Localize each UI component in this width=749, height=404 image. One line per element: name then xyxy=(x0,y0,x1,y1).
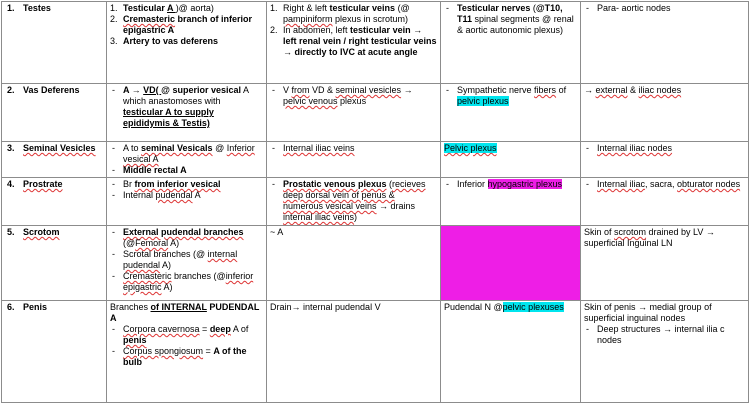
organ-cell xyxy=(2,301,107,403)
text-run: plexus in scrotum) xyxy=(332,14,409,24)
table-row xyxy=(2,301,749,403)
text-run: from inferior vesical xyxy=(134,179,221,189)
text-run: Internal iliac veins xyxy=(283,143,355,153)
nerve-cell xyxy=(441,178,581,226)
text-run: @ xyxy=(212,143,227,153)
artery-list xyxy=(110,227,263,293)
vein-list xyxy=(270,3,437,58)
artery-list xyxy=(110,3,263,47)
list-item xyxy=(110,190,263,201)
list-item xyxy=(110,14,263,36)
text-run: Cremasteric xyxy=(123,14,176,24)
list-item xyxy=(444,3,577,36)
list-item xyxy=(110,227,263,249)
list-item xyxy=(584,85,745,96)
text-run: Pudendal N @ xyxy=(444,302,503,312)
vein-list xyxy=(270,85,437,107)
list-item xyxy=(270,227,437,238)
text-run: pudendal xyxy=(155,190,193,200)
text-run: (@ xyxy=(395,3,410,13)
lymph-list xyxy=(584,85,745,96)
row-number: 1. xyxy=(7,3,15,13)
text-run: @T10, T11 xyxy=(457,3,563,24)
table-row xyxy=(2,84,749,142)
list-marker: - xyxy=(446,3,449,13)
text-run: Internal iliac xyxy=(597,179,646,189)
list-item xyxy=(270,302,437,313)
organ-name: Prostrate xyxy=(23,179,63,189)
text-run: ( xyxy=(386,179,393,189)
list-marker: 3. xyxy=(110,36,118,46)
text-run: → xyxy=(584,85,596,95)
lymph-list xyxy=(584,179,745,190)
text-run: pelvic plexuses xyxy=(502,302,564,312)
text-run: Testicular nerves xyxy=(457,3,531,13)
text-run: Inferior xyxy=(457,179,488,189)
text-run: of xyxy=(556,85,567,95)
row-number: 6. xyxy=(7,302,15,312)
text-run: Testicular xyxy=(123,3,168,13)
list-marker: - xyxy=(272,179,275,189)
lymph-list xyxy=(584,302,745,346)
vein-cell xyxy=(267,301,441,403)
anatomy-table-body xyxy=(2,2,749,403)
list-marker: - xyxy=(586,143,589,153)
lymph-cell xyxy=(581,301,749,403)
text-run: @ superior vesical xyxy=(161,85,241,95)
text-run: penis xyxy=(123,335,147,345)
text-run: VD( xyxy=(143,85,162,95)
list-marker: - xyxy=(586,324,589,334)
row-number: 3. xyxy=(7,143,15,153)
lymph-list xyxy=(584,3,745,14)
text-run: scrotom xyxy=(614,227,647,237)
text-run: Inferior vesical A xyxy=(123,143,255,164)
text-run: Br xyxy=(123,179,135,189)
nerve-cell xyxy=(441,142,581,178)
list-item xyxy=(270,85,437,107)
list-item xyxy=(110,36,263,47)
lymph-list xyxy=(584,143,745,154)
list-marker: - xyxy=(446,179,449,189)
list-item xyxy=(444,179,577,190)
text-run: External pudendal branches xyxy=(123,227,244,237)
lymph-cell xyxy=(581,178,749,226)
text-run: drained by LV → superficial Inguinal LN xyxy=(584,227,715,248)
list-item xyxy=(270,179,437,223)
vein-cell xyxy=(267,2,441,84)
text-run: iliac nodes xyxy=(638,85,682,95)
text-run: → xyxy=(401,85,413,95)
text-run: A xyxy=(167,3,176,13)
list-item xyxy=(110,165,263,176)
text-run: In abdomen, left xyxy=(283,25,351,35)
text-run: pampiniform xyxy=(283,14,333,24)
text-run: seminal Vesicals xyxy=(141,143,213,153)
text-run: Scrotal branches (@ xyxy=(123,249,208,259)
text-run: Middle rectal A xyxy=(123,165,187,175)
list-item xyxy=(110,271,263,293)
list-marker: - xyxy=(272,85,275,95)
vein-list xyxy=(270,302,437,313)
list-item xyxy=(584,227,745,249)
list-item xyxy=(110,85,263,129)
nerve-list xyxy=(444,85,577,107)
list-marker: - xyxy=(112,190,115,200)
text-run: A → xyxy=(123,85,144,95)
nerve-list xyxy=(444,179,577,190)
text-run: obturator nodes xyxy=(677,179,741,189)
text-run: Right & left xyxy=(283,3,330,13)
list-item xyxy=(270,143,437,154)
list-item xyxy=(584,324,745,346)
vein-cell xyxy=(267,142,441,178)
text-run: PUDENDAL A xyxy=(110,302,260,323)
list-marker: 2. xyxy=(110,14,118,24)
organ-name: Testes xyxy=(23,3,51,13)
list-item xyxy=(110,324,263,346)
text-run: Para- aortic nodes xyxy=(597,3,671,13)
organ-name: Vas Deferens xyxy=(23,85,80,95)
text-run: Drain→ internal pudendal V xyxy=(270,302,381,312)
text-run: plexus xyxy=(337,96,367,106)
text-run: spinal segments @ renal & aortic autonomic plexus) xyxy=(457,14,574,35)
list-marker: - xyxy=(586,3,589,13)
text-run: fibers xyxy=(534,85,557,95)
artery-list xyxy=(110,143,263,176)
text-run: ~ A xyxy=(270,227,284,237)
list-marker: - xyxy=(446,85,449,95)
list-item xyxy=(110,249,263,271)
text-run: A xyxy=(192,190,201,200)
vein-list xyxy=(270,143,437,154)
text-run: )@ aorta) xyxy=(175,3,214,13)
list-item xyxy=(110,302,263,324)
organ-cell xyxy=(2,2,107,84)
text-run: = xyxy=(203,346,214,356)
text-run: A) xyxy=(161,282,173,292)
text-run: A) xyxy=(160,260,172,270)
text-run: external xyxy=(595,85,628,95)
row-number: 5. xyxy=(7,227,15,237)
list-marker: 2. xyxy=(270,25,278,35)
organ-cell xyxy=(2,142,107,178)
nerve-cell xyxy=(441,226,581,301)
text-run: hypogastric plexus xyxy=(487,179,563,189)
artery-cell xyxy=(107,142,267,178)
text-run: from xyxy=(291,85,310,95)
lymph-cell xyxy=(581,84,749,142)
artery-list xyxy=(110,179,263,201)
text-run: pelvic venous xyxy=(283,96,338,106)
lymph-list xyxy=(584,227,745,249)
text-run: Branches xyxy=(110,302,151,312)
list-marker: - xyxy=(112,165,115,175)
organ-cell xyxy=(2,84,107,142)
text-run: Internal iliac nodes xyxy=(597,143,673,153)
list-marker: 1. xyxy=(110,3,118,13)
text-run: A of the bulb xyxy=(123,346,247,367)
text-run: branches (@ xyxy=(171,271,226,281)
text-run: → drains xyxy=(376,201,416,211)
list-marker: - xyxy=(112,324,115,334)
list-item xyxy=(110,346,263,368)
row-number: 2. xyxy=(7,85,15,95)
list-item xyxy=(110,3,263,14)
nerve-list xyxy=(444,143,577,154)
list-marker: - xyxy=(112,346,115,356)
text-run: Femoral xyxy=(135,238,169,248)
list-item xyxy=(270,25,437,58)
text-run: A to xyxy=(123,143,142,153)
list-marker: - xyxy=(112,249,115,259)
text-run: = xyxy=(199,324,210,334)
text-run: A of xyxy=(230,324,249,334)
text-run: ) xyxy=(354,212,358,222)
list-marker: - xyxy=(112,227,115,237)
artery-cell xyxy=(107,2,267,84)
list-item xyxy=(270,3,437,25)
text-run: internal iliac veins xyxy=(283,212,355,222)
list-marker: - xyxy=(112,179,115,189)
text-run: pelvic plexus xyxy=(457,96,509,106)
vein-cell xyxy=(267,178,441,226)
artery-cell xyxy=(107,178,267,226)
anatomy-table xyxy=(1,1,749,403)
list-item xyxy=(110,179,263,190)
list-item xyxy=(110,143,263,165)
text-run: V xyxy=(283,85,292,95)
list-marker: - xyxy=(272,143,275,153)
text-run: seminal vesicles xyxy=(335,85,402,95)
artery-list xyxy=(110,302,263,368)
text-run: Artery to vas deferens xyxy=(123,36,219,46)
vein-cell xyxy=(267,226,441,301)
table-row xyxy=(2,178,749,226)
list-item xyxy=(584,179,745,190)
list-item xyxy=(444,143,577,154)
lymph-cell xyxy=(581,142,749,178)
list-marker: - xyxy=(112,143,115,153)
list-item xyxy=(444,302,577,313)
organ-name: Penis xyxy=(23,302,48,312)
artery-cell xyxy=(107,301,267,403)
list-marker: - xyxy=(112,271,115,281)
artery-list xyxy=(110,85,263,129)
text-run: testicular veins xyxy=(329,3,396,13)
organ-cell xyxy=(2,226,107,301)
text-run: ( xyxy=(530,3,536,13)
list-item xyxy=(584,302,745,324)
table-row xyxy=(2,226,749,301)
text-run: inferior epigastric xyxy=(123,271,254,292)
lymph-cell xyxy=(581,2,749,84)
text-run: testicular A to supply epididymis & Testis) xyxy=(123,107,214,128)
nerve-cell xyxy=(441,84,581,142)
text-run: & xyxy=(627,85,639,95)
organ-name: Scrotom xyxy=(23,227,60,237)
text-run: Skin of penis → medial group of superficial inguinal nodes xyxy=(584,302,712,323)
text-run: recieves deep dorsal vein of penus & numerous vesical veins xyxy=(283,179,426,211)
table-row xyxy=(2,142,749,178)
list-marker: 1. xyxy=(270,3,278,13)
nerve-list xyxy=(444,302,577,313)
text-run: Prostatic venous plexus xyxy=(283,179,387,189)
text-run: deep xyxy=(209,324,231,334)
text-run: Corpus spongiosum xyxy=(123,346,204,356)
row-number: 4. xyxy=(7,179,15,189)
text-run: Skin of xyxy=(584,227,615,237)
artery-cell xyxy=(107,84,267,142)
text-run: (@ xyxy=(123,238,136,248)
text-run: testicular vein → left renal vein / right testicular veins → directly to IVC at acute angle xyxy=(283,25,437,57)
list-item xyxy=(444,85,577,107)
text-run: branch of inferior epigastric A xyxy=(123,14,253,35)
text-run: Internal xyxy=(123,190,156,200)
nerve-cell xyxy=(441,301,581,403)
list-marker: - xyxy=(112,85,115,95)
organ-cell xyxy=(2,178,107,226)
vein-list xyxy=(270,179,437,223)
list-marker: - xyxy=(586,179,589,189)
text-run: of INTERNAL xyxy=(150,302,207,312)
text-run: VD & xyxy=(309,85,336,95)
list-item xyxy=(584,143,745,154)
organ-name: Seminal Vesicles xyxy=(23,143,96,153)
artery-cell xyxy=(107,226,267,301)
text-run: Pelvic plexus xyxy=(444,143,497,153)
text-run: , sacra, xyxy=(645,179,678,189)
table-row xyxy=(2,2,749,84)
text-run: Cremasteric xyxy=(123,271,172,281)
text-run: A which anastomoses with xyxy=(123,85,249,106)
text-run: Corpora cavernosa xyxy=(123,324,200,334)
lymph-cell xyxy=(581,226,749,301)
text-run: internal pudendal xyxy=(123,249,238,270)
vein-cell xyxy=(267,84,441,142)
vein-list xyxy=(270,227,437,238)
text-run: Deep structures → internal ilia c nodes xyxy=(597,324,725,345)
text-run: A) xyxy=(168,238,180,248)
nerve-list xyxy=(444,3,577,36)
list-item xyxy=(584,3,745,14)
nerve-cell xyxy=(441,2,581,84)
text-run: Sympathetic nerve xyxy=(457,85,535,95)
